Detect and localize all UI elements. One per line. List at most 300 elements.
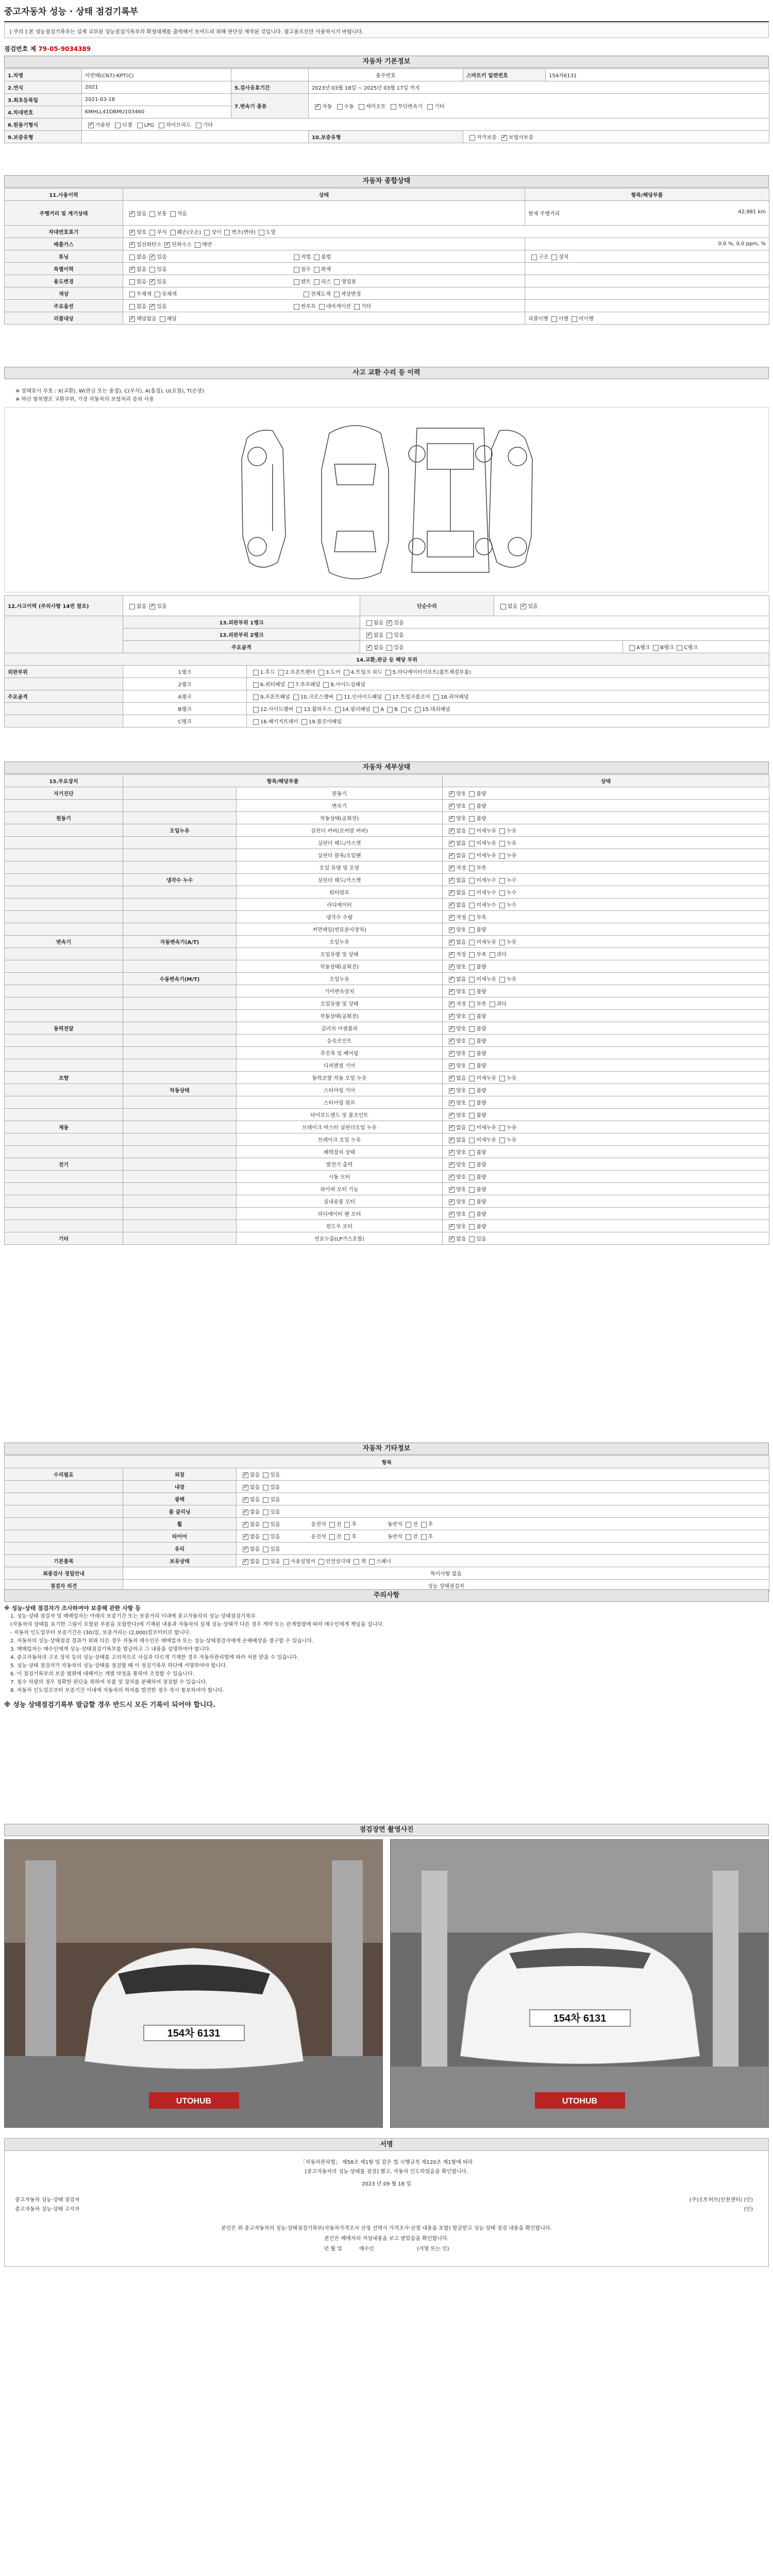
- checkbox-icon: [449, 853, 455, 859]
- checkbox-icon: [469, 866, 475, 871]
- checkbox-icon: [449, 804, 455, 809]
- caution-line: 6. 이 점검기록부의 보증 범위에 대해서는 개별 약정을 통하여 조정할 수 있습니다.: [10, 1671, 194, 1677]
- checkbox-icon: [149, 211, 155, 217]
- checkbox-icon: [449, 828, 455, 834]
- checkbox-icon: [115, 123, 121, 128]
- checkbox-icon: [449, 1224, 455, 1230]
- checkbox-icon: [469, 1063, 475, 1069]
- caution-line: 7. 침수 차량의 경우 정확한 판단을 위하여 부품 및 장치를 분해하여 점검할 수 있습니다.: [10, 1680, 208, 1685]
- checkbox-icon: [469, 1138, 475, 1143]
- checkbox-icon: [449, 940, 455, 945]
- section-photo-title: 점검장면 촬영사진: [4, 1824, 769, 1836]
- checkbox-icon: [499, 828, 505, 834]
- table-row: 오일누유 실린더 커버(로커암 커버) ✓ 없음 미세누유 누유: [5, 824, 769, 837]
- table-row: 타이로드엔드 및 볼조인트 ✓ 양호 불량: [5, 1109, 769, 1121]
- table-row: 스티어링 펌프 ✓ 양호 불량: [5, 1096, 769, 1109]
- checkbox-icon: [149, 267, 155, 273]
- checkbox-icon: [170, 230, 176, 235]
- checkbox-icon: [318, 1559, 324, 1565]
- checkbox-icon: [499, 977, 505, 982]
- inspection-period-value: 2023년 03월 18일 ~ 2025년 03월 17일 까지: [309, 81, 769, 94]
- checkbox-icon: [243, 1485, 248, 1490]
- checkbox-icon: [469, 1014, 475, 1020]
- checkbox-icon: [315, 104, 321, 110]
- checkbox-icon: [469, 1026, 475, 1032]
- accident-history-table: 12.사고이력 (주의사항 14번 참조) 없음✓ 있음 단순수리 없음✓ 있음 13.외판부위 1랭크 없음✓ 있음 13.외판부위 2랭크 ✓ 없음 있음 주요골격 ✓ 없음 있음 A랭크 B랭크 C랭크 14.교환,판금 등 해당 부위 외판부위 1랭크 1.후드 2.프론트펜더 3.도어 4.트렁크 리드 5.라디에이터서포트(볼트체결부품) 2랭크 6.쿼터패널 7.루프패널 8.사이드실패널 주요골격 A랭크 9.프론트패널 10.크로스멤버 11.인사이드패널 17.트렁크플로어 18.리어패널 B랭크 12.사이드멤버 13.휠하우스 14.필러패널 A B C 15.대쉬패널 C랭크 16.패키지트레이 19.플로어패널: [4, 595, 769, 727]
- table-row: 기어변속장치 ✓ 양호 불량: [5, 985, 769, 997]
- label-vin: 4.차대번호: [5, 106, 82, 118]
- checkbox-icon: [253, 707, 259, 713]
- doc-number-label: 점검번호 제: [4, 45, 37, 53]
- table-row: 실린더 헤드/가스켓 ✓ 없음 미세누유 누유: [5, 837, 769, 849]
- checkbox-icon: [449, 927, 455, 933]
- checkbox-icon: [415, 707, 421, 713]
- table-row: 워터펌프 ✓ 없음 미세누수 누수: [5, 886, 769, 899]
- checkbox-icon: [469, 1199, 475, 1205]
- checkbox-icon: [449, 1175, 455, 1180]
- section-other-title: 자동차 기타정보: [4, 1443, 769, 1455]
- label-inspection-period: 5.검사유효기간: [231, 81, 309, 94]
- checkbox-icon: [164, 242, 170, 248]
- caution-line: 4. 중고자동차의 구조 장치 등의 성능·상태를 고의적으로 사실과 다르게 기재한 경우 자동차관리법에 따라 처분 받을 수 있습니다.: [10, 1655, 299, 1660]
- checkbox-icon: [469, 1088, 475, 1094]
- checkbox-icon: [204, 230, 210, 235]
- caution-line: 3. 매매업자는 매수인에게 성능·상태점검기록부를 발급하고 그 내용을 설명하여야 합니다.: [10, 1647, 211, 1652]
- checkbox-icon: [129, 279, 135, 285]
- checkbox-icon: [129, 255, 135, 260]
- checkbox-icon: [469, 1224, 475, 1230]
- checkbox-icon: [288, 682, 294, 688]
- checkbox-icon: [319, 304, 325, 310]
- checkbox-icon: [294, 304, 299, 310]
- checkbox-icon: [469, 828, 475, 834]
- checkbox-icon: [406, 1522, 411, 1528]
- checkbox-icon: [421, 1522, 427, 1528]
- checkbox-icon: [329, 1522, 335, 1528]
- checkbox-icon: [433, 694, 439, 700]
- checkbox-icon: [278, 670, 284, 675]
- other-info-table: 항목 수리필요 외장 ✓ 없음 있음 내장 ✓ 없음 있음 광택 ✓ 없음 있음 룸 클리닝 ✓ 없음 있음 휠 ✓ 없음 있음 운전석 전 후 동반석 전 후 타이어 ✓ 없음 있음 운전석 전 후 동반석 전 후 유리 ✓ 없음 있음 기본품목 보유상태 ✓ 없음 있음 사용설명서 안전삼각대 잭 스패너 최종검사 정밀안내 특이사항 없음 점검자 의견 성능 상태점검자: [4, 1455, 769, 1592]
- checkbox-icon: [253, 694, 259, 700]
- checkbox-icon: [469, 841, 475, 846]
- checkbox-icon: [469, 952, 475, 958]
- checkbox-icon: [421, 1534, 427, 1540]
- checkbox-icon: [449, 878, 455, 884]
- checkbox-icon: [551, 255, 557, 260]
- checkbox-icon: [449, 1125, 455, 1131]
- checkbox-icon: [449, 1100, 455, 1106]
- checkbox-icon: [469, 1236, 475, 1242]
- table-row: 배력장치 상태 ✓ 양호 불량: [5, 1146, 769, 1158]
- checkbox-icon: [449, 1088, 455, 1094]
- section-caution-title: 주의사항: [4, 1589, 769, 1602]
- checkbox-icon: [366, 633, 372, 638]
- checkbox-icon: [449, 1236, 455, 1242]
- checkbox-icon: [373, 707, 379, 713]
- table-row: 작동상태(공회전) ✓ 양호 불량: [5, 960, 769, 973]
- vin-value: KMHLL41DBMU103460: [82, 106, 231, 118]
- checkbox-icon: [551, 316, 557, 322]
- checkbox-icon: [294, 267, 299, 273]
- page-title: 중고자동차 성능 · 상태 점검기록부: [4, 4, 769, 22]
- damage-legend-2: ※ 하단 항목별로 교환부위, 가장 자동차의 보험처리 증외 사용: [15, 397, 154, 402]
- checkbox-icon: [366, 645, 372, 651]
- checkbox-icon: [296, 707, 302, 713]
- table-row: 휠 ✓ 없음 있음 운전석 전 후 동반석 전 후: [5, 1518, 769, 1530]
- checkbox-icon: [449, 989, 455, 995]
- sign-buyer-statement: 본인은 위 중고자동차의 성능·상태점검기록부(자동차가격조사 산정 선택시 가격조사·산정 내용을 포함) 발급받고 성능·상태 점검 내용을 확인합니다.: [221, 2226, 552, 2231]
- caution-line: 1. 성능·상태 점검자 및 매매업자는 아래의 보증기간 또는 보증거리 이내에 중고자동차의 성능·상태점검기록부: [10, 1614, 256, 1619]
- caution-line: 8. 자동차 인도일로부터 보증기간 이내에 자동차의 하자를 발견한 경우 즉시 통보하여야 합니다.: [10, 1688, 224, 1693]
- table-row: 유리 ✓ 없음 있음: [5, 1543, 769, 1555]
- checkbox-icon: [344, 670, 349, 675]
- checkbox-icon: [337, 104, 343, 110]
- checkbox-icon: [386, 645, 392, 651]
- table-row: 기본품목 보유상태 ✓ 없음 있음 사용설명서 안전삼각대 잭 스패너: [5, 1555, 769, 1567]
- plate-rear: 154차 6131: [553, 2013, 607, 2024]
- checkbox-icon: [263, 1547, 268, 1552]
- checkbox-icon: [387, 707, 393, 713]
- checkbox-icon: [449, 1051, 455, 1057]
- table-row: 광택 ✓ 없음 있음: [5, 1493, 769, 1505]
- table-row: 브레이크 오일 누유 ✓ 없음 미세누유 누유: [5, 1133, 769, 1146]
- checkbox-icon: [499, 1125, 505, 1131]
- doc-number-value: 79-05-9034389: [38, 45, 91, 53]
- table-row: 윈도우 모터 ✓ 양호 불량: [5, 1220, 769, 1232]
- checkbox-icon: [469, 1100, 475, 1106]
- sign-inspector-value: (주)오토허브(인천센터) (인): [689, 2197, 753, 2203]
- checkbox-icon: [449, 1162, 455, 1168]
- section-sign-title: 서명: [5, 2139, 768, 2151]
- table-row: 룸 클리닝 ✓ 없음 있음: [5, 1505, 769, 1518]
- checkbox-icon: [449, 1113, 455, 1118]
- checkbox-icon: [294, 279, 299, 285]
- sign-statement-2: [중고자동차의 성능·상태를 점검] 했고, 자동차 인도하였음을 확인합니다.: [305, 2169, 468, 2175]
- checkbox-icon: [469, 1002, 475, 1007]
- checkbox-icon: [329, 1534, 335, 1540]
- section-basic-title: 자동차 기본정보: [4, 56, 769, 68]
- checkbox-icon: [155, 292, 160, 297]
- checkbox-icon: [469, 890, 475, 896]
- checkbox-icon: [129, 292, 135, 297]
- transmission-options: ✓ 자동 수동 세미오토 무단변속기 기타: [309, 94, 769, 118]
- checkbox-icon: [406, 1534, 411, 1540]
- checkbox-icon: [469, 903, 475, 908]
- car-diagram: [4, 407, 769, 592]
- checkbox-icon: [501, 135, 507, 141]
- checkbox-icon: [469, 816, 475, 822]
- sign-notifier-label: 중고자동차 성능·상태 고지자: [15, 2207, 80, 2212]
- detail-state-table: 15.주요장치 항목/해당부품 상태 자기진단 원동기 ✓ 양호 불량 변속기 ✓ 양호 불량 원동기 작동상태(공회전) ✓ 양호 불량 오일누유 실린더 커버(로커암 커버) ✓ 없음 미세누유 누유 실린더 헤드/가스켓 ✓ 없음 미세누유 누유 실린더 블록/오일팬 ✓ 없음 미세누유 누유 오일 유량 및 오염 ✓ 적정 부족 냉각수 누수 실린더 헤드/가스켓 ✓ 없음 미세누수 누수 워터펌프 ✓ 없음 미세누수 누수 라디에이터 ✓ 없음 미세누수 누수 냉각수 수량 ✓ 적정 부족 커먼레일(연료분사장치) ✓ 양호 불량 변속기 자동변속기(A/T) 오일누유 ✓ 없음 미세누유 누유 오일유량 및 상태 ✓ 적정 부족 과다 작동상태(공회전) ✓ 양호 불량 수동변속기(M/T) 오일누유 ✓ 없음 미세누유 누유 기어변속장치 ✓ 양호 불량 오일유량 및 상태 ✓ 적정 부족 과다 작동상태(공회전) ✓ 양호 불량 동력전달 클러치 어셈블리 ✓ 양호 불량 등속조인트 ✓ 양호 불량 추진축 및 베어링 ✓ 양호 불량 디퍼렌셜 기어 ✓ 양호 불량 조향 동력조향 작동 오일 누유 ✓ 없음 미세누유 누유 작동상태 스티어링 기어 ✓ 양호 불량 스티어링 펌프 ✓ 양호 불량 타이로드엔드 및 볼조인트 ✓ 양호 불량 제동 브레이크 마스터 실린더오일 누유 ✓ 없음 미세누유 누유 브레이크 오일 누유 ✓ 없음 미세누유 누유 배력장치 상태 ✓ 양호 불량 전기 발전기 출력 ✓ 양호 불량 시동 모터 ✓ 양호 불량 와이퍼 모터 기능 ✓ 양호 불량 실내송풍 모터 ✓ 양호 불량 라디에이터 팬 모터 ✓ 양호 불량 윈도우 모터 ✓ 양호 불량 기타 연료누출(LP가스포함) ✓ 없음 있음: [4, 774, 769, 1245]
- car-name-value: 아반떼(CN7)-KPT(C): [82, 69, 231, 81]
- checkbox-icon: [499, 940, 505, 945]
- checkbox-icon: [263, 1497, 268, 1503]
- checkbox-icon: [224, 230, 230, 235]
- section-damage-title: 사고 교환 수리 등 이력: [4, 367, 769, 379]
- table-row: 제동 브레이크 마스터 실린더오일 누유 ✓ 없음 미세누유 누유: [5, 1121, 769, 1133]
- sign-buyer-label: 매수인: [359, 2246, 374, 2252]
- checkbox-icon: [243, 1510, 248, 1515]
- caution-notes: [4, 1602, 769, 1709]
- table-row: 작동상태(공회전) ✓ 양호 불량: [5, 1010, 769, 1022]
- label-warranty-2: 10.보증유형: [309, 131, 463, 143]
- year-value: 2021: [82, 81, 231, 94]
- first-registration-value: 2021-03-18: [82, 94, 231, 106]
- checkbox-icon: [499, 853, 505, 859]
- checkbox-icon: [469, 1175, 475, 1180]
- doc-number: [4, 44, 91, 53]
- checkbox-icon: [160, 316, 165, 322]
- sign-buyer-sign: (서명 또는 인): [417, 2246, 449, 2252]
- checkbox-icon: [129, 267, 135, 273]
- checkbox-icon: [500, 604, 506, 609]
- checkbox-icon: [137, 123, 143, 128]
- sign-area: [4, 2138, 769, 2267]
- notice-box: [ 주의 ] 본 성능점검기록부는 실제 교부된 성능점검기록부의 확정대체를 출력해서 보여드리 위해 판단상 재작된 것입니다. 참고용으로만 사용하시기 바랍니다.: [4, 23, 769, 38]
- table-row: 점검자 의견 성능 상태점검자: [5, 1580, 769, 1592]
- caution-heading: ※ 성능·상태 점검자가 조사하여야 보증해 관한 사항 등: [4, 1605, 141, 1612]
- checkbox-icon: [449, 915, 455, 921]
- table-row: 라디에이터 팬 모터 ✓ 양호 불량: [5, 1208, 769, 1220]
- checkbox-icon: [243, 1522, 248, 1528]
- label-transmission: 7.변속기 종류: [231, 94, 309, 118]
- caution-line: 2. 자동차의 성능·상태점검 결과가 위와 다른 경우 자동차 매수인은 매매업자 또는 성능·상태점검자에게 손해배상을 청구할 수 있습니다.: [10, 1638, 314, 1644]
- checkbox-icon: [386, 620, 392, 626]
- table-row: 커먼레일(연료분사장치) ✓ 양호 불량: [5, 923, 769, 936]
- checkbox-icon: [572, 316, 577, 322]
- checkbox-icon: [149, 279, 155, 285]
- checkbox-icon: [293, 694, 299, 700]
- checkbox-icon: [499, 903, 505, 908]
- section-detail-title: 자동차 세부상태: [4, 761, 769, 774]
- sign-statement-1: 「자동차관리법」 제58조 제1항 및 같은 법 시행규칙 제120조 제1항에 따라: [300, 2160, 473, 2165]
- checkbox-icon: [253, 682, 259, 688]
- checkbox-icon: [449, 1039, 455, 1044]
- checkbox-icon: [449, 791, 455, 797]
- checkbox-icon: [677, 645, 682, 651]
- checkbox-icon: [149, 230, 155, 235]
- table-row: 오일유량 및 상태 ✓ 적정 부족 과다: [5, 997, 769, 1010]
- checkbox-icon: [243, 1497, 248, 1503]
- checkbox-icon: [323, 682, 329, 688]
- checkbox-icon: [531, 255, 537, 260]
- checkbox-icon: [499, 1076, 505, 1081]
- checkbox-icon: [469, 135, 475, 141]
- photo-rear: [390, 1839, 769, 2128]
- checkbox-icon: [149, 604, 155, 609]
- checkbox-icon: [469, 1150, 475, 1156]
- checkbox-icon: [385, 670, 391, 675]
- checkbox-icon: [318, 670, 324, 675]
- warranty-options: 자가보증 ✓ 보험사보증: [463, 131, 769, 143]
- checkbox-icon: [259, 230, 264, 235]
- checkbox-icon: [344, 1522, 350, 1528]
- table-row: 변속기 자동변속기(A/T) 오일누유 ✓ 없음 미세누유 누유: [5, 936, 769, 948]
- checkbox-icon: [129, 242, 135, 248]
- caution-bold-note: ※ 성능 상태점검기록부 발급할 경우 반드시 모든 기록이 되어야 합니다.: [4, 1701, 215, 1709]
- table-row: 동력전달 클러치 어셈블리 ✓ 양호 불량: [5, 1022, 769, 1035]
- checkbox-icon: [88, 123, 94, 128]
- photo-front: [4, 1839, 383, 2128]
- table-row: 냉각수 수량 ✓ 적정 부족: [5, 911, 769, 923]
- caution-line: - 자동차 인도일부터 보증기간은 (30)일, 보증거리는 (2,000)킬로미터로 합니다.: [10, 1630, 191, 1636]
- checkbox-icon: [427, 104, 433, 110]
- checkbox-icon: [283, 1559, 289, 1565]
- sign-date: 2023 년 09 월 18 일: [362, 2181, 411, 2187]
- sign-buyer-date: 년 월 일: [324, 2246, 342, 2252]
- table-row: 원동기 작동상태(공회전) ✓ 양호 불량: [5, 812, 769, 824]
- checkbox-icon: [263, 1559, 268, 1565]
- checkbox-icon: [469, 940, 475, 945]
- checkbox-icon: [469, 1187, 475, 1193]
- checkbox-icon: [449, 1150, 455, 1156]
- table-row: 시동 모터 ✓ 양호 불량: [5, 1171, 769, 1183]
- lift-label-rear: UTOHUB: [562, 2097, 598, 2106]
- smartkey-value: 154차6131: [546, 69, 769, 81]
- table-row: 실린더 블록/오일팬 ✓ 없음 미세누유 누유: [5, 849, 769, 861]
- checkbox-icon: [159, 123, 164, 128]
- table-row: 냉각수 누수 실린더 헤드/가스켓 ✓ 없음 미세누수 누수: [5, 874, 769, 886]
- checkbox-icon: [170, 211, 176, 217]
- mileage-value: 42,981 km: [738, 209, 766, 215]
- general-state-table: 11.사용이력 상태 항목/해당부품 주행거리 및 계기상태 ✓ 많음 보통 적음 현재 주행거리 42,981 km 차대번호표기 ✓ 양호 부식 훼손(오손) 상이 변조(변타) 도말 배출가스 ✓ 일산화탄소✓ 탄화수소 매연 0.0 %, 0.0 ppm, % 튜닝 없음✓ 있음 적법 불법 구조 장치 특별이력 ✓ 없음 있음 침수 화재 용도변경 없음✓ 있음 렌트 리스 영업용 색상 무채색 유채색 전체도색 색상변경 주요옵션 없음✓ 있음 썬루프 네비게이션 기타 리콜대상 ✓ 해당없음 해당 리콜이행 이행 미이행: [4, 188, 769, 325]
- checkbox-icon: [369, 1559, 375, 1565]
- checkbox-icon: [129, 304, 135, 310]
- checkbox-icon: [449, 964, 455, 970]
- checkbox-icon: [469, 915, 475, 921]
- checkbox-icon: [469, 1039, 475, 1044]
- checkbox-icon: [449, 1014, 455, 1020]
- table-row: 전기 발전기 출력 ✓ 양호 불량: [5, 1158, 769, 1171]
- checkbox-icon: [129, 604, 135, 609]
- checkbox-icon: [243, 1559, 248, 1565]
- label-year: 2.연식: [5, 81, 82, 94]
- checkbox-icon: [469, 989, 475, 995]
- checkbox-icon: [449, 1212, 455, 1217]
- checkbox-icon: [520, 604, 526, 609]
- checkbox-icon: [469, 1113, 475, 1118]
- table-row: 라디에이터 ✓ 없음 미세누수 누수: [5, 899, 769, 911]
- checkbox-icon: [294, 255, 299, 260]
- checkbox-icon: [469, 791, 475, 797]
- lift-label-front: UTOHUB: [176, 2097, 212, 2106]
- checkbox-icon: [129, 230, 135, 235]
- checkbox-icon: [314, 279, 320, 285]
- checkbox-icon: [449, 1076, 455, 1081]
- checkbox-icon: [469, 1051, 475, 1057]
- checkbox-icon: [449, 890, 455, 896]
- checkbox-icon: [469, 853, 475, 859]
- checkbox-icon: [449, 866, 455, 871]
- checkbox-icon: [334, 279, 340, 285]
- label-warranty: 9.보증유형: [5, 131, 82, 143]
- table-row: 디퍼렌셜 기어 ✓ 양호 불량: [5, 1059, 769, 1072]
- checkbox-icon: [243, 1472, 248, 1478]
- table-row: 내장 ✓ 없음 있음: [5, 1481, 769, 1493]
- checkbox-icon: [334, 292, 340, 297]
- table-row: 자기진단 원동기 ✓ 양호 불량: [5, 787, 769, 800]
- checkbox-icon: [314, 267, 320, 273]
- checkbox-icon: [469, 804, 475, 809]
- checkbox-icon: [629, 645, 635, 651]
- checkbox-icon: [354, 304, 360, 310]
- table-row: 수동변속기(M/T) 오일누유 ✓ 없음 미세누유 누유: [5, 973, 769, 985]
- checkbox-icon: [469, 1125, 475, 1131]
- checkbox-icon: [391, 104, 396, 110]
- checkbox-icon: [449, 977, 455, 982]
- checkbox-icon: [314, 255, 320, 260]
- label-engine-type: 6.원동기형식: [5, 118, 82, 131]
- checkbox-icon: [366, 620, 372, 626]
- checkbox-icon: [449, 952, 455, 958]
- checkbox-icon: [263, 1534, 268, 1540]
- caution-line: 5. 성능·상태 점검자가 자동차의 성능·상태를 점검할 때 이 점검기록부 하단에 서명하여야 합니다.: [10, 1663, 228, 1669]
- checkbox-icon: [499, 890, 505, 896]
- checkbox-icon: [469, 878, 475, 884]
- checkbox-icon: [469, 964, 475, 970]
- table-row: 작동상태 스티어링 기어 ✓ 양호 불량: [5, 1084, 769, 1096]
- checkbox-icon: [359, 104, 364, 110]
- checkbox-icon: [337, 694, 342, 700]
- checkbox-icon: [149, 304, 155, 310]
- sign-inspector-label: 중고자동차 성능·상태 점검자: [15, 2197, 80, 2203]
- checkbox-icon: [301, 719, 307, 725]
- checkbox-icon: [469, 927, 475, 933]
- checkbox-icon: [386, 633, 392, 638]
- table-row: 타이어 ✓ 없음 있음 운전석 전 후 동반석 전 후: [5, 1530, 769, 1543]
- checkbox-icon: [490, 1002, 495, 1007]
- fuel-options: ✓ 가솔린 디젤 LPG 하이브리드 기타: [82, 118, 769, 131]
- checkbox-icon: [449, 903, 455, 908]
- checkbox-icon: [253, 719, 259, 725]
- label-car-name: 1.차명: [5, 69, 82, 81]
- table-row: 변속기 ✓ 양호 불량: [5, 800, 769, 812]
- checkbox-icon: [304, 292, 309, 297]
- checkbox-icon: [263, 1472, 268, 1478]
- checkbox-icon: [263, 1510, 268, 1515]
- sign-buyer-statement-2: 본인은 매매자의 저상내용을 보고 받았음을 확인합니다.: [324, 2236, 449, 2242]
- label-first-registration: 3.최초등록일: [5, 94, 82, 106]
- table-row: 와이퍼 모터 기능 ✓ 양호 불량: [5, 1183, 769, 1195]
- checkbox-icon: [129, 316, 135, 322]
- plate-front: 154차 6131: [167, 2028, 221, 2039]
- checkbox-icon: [263, 1485, 268, 1490]
- checkbox-icon: [490, 952, 495, 958]
- checkbox-icon: [344, 1534, 350, 1540]
- checkbox-icon: [449, 1199, 455, 1205]
- checkbox-icon: [449, 1187, 455, 1193]
- checkbox-icon: [449, 1026, 455, 1032]
- label-smartkey: 스마트키 일련번호: [463, 69, 546, 81]
- checkbox-icon: [335, 707, 341, 713]
- checkbox-icon: [196, 123, 201, 128]
- checkbox-icon: [253, 670, 259, 675]
- table-row: 오일 유량 및 오염 ✓ 적정 부족: [5, 861, 769, 874]
- checkbox-icon: [469, 1212, 475, 1217]
- section-general-title: 자동차 종합상태: [4, 175, 769, 188]
- checkbox-icon: [195, 242, 200, 248]
- checkbox-icon: [263, 1522, 268, 1528]
- checkbox-icon: [129, 211, 135, 217]
- checkbox-icon: [469, 1076, 475, 1081]
- checkbox-icon: [449, 1138, 455, 1143]
- table-row: 수리필요 외장 ✓ 없음 있음: [5, 1468, 769, 1481]
- checkbox-icon: [354, 1559, 359, 1565]
- checkbox-icon: [449, 841, 455, 846]
- table-row: 기타 연료누출(LP가스포함) ✓ 없음 있음: [5, 1232, 769, 1245]
- checkbox-icon: [499, 1138, 505, 1143]
- basic-info-table: [4, 69, 769, 143]
